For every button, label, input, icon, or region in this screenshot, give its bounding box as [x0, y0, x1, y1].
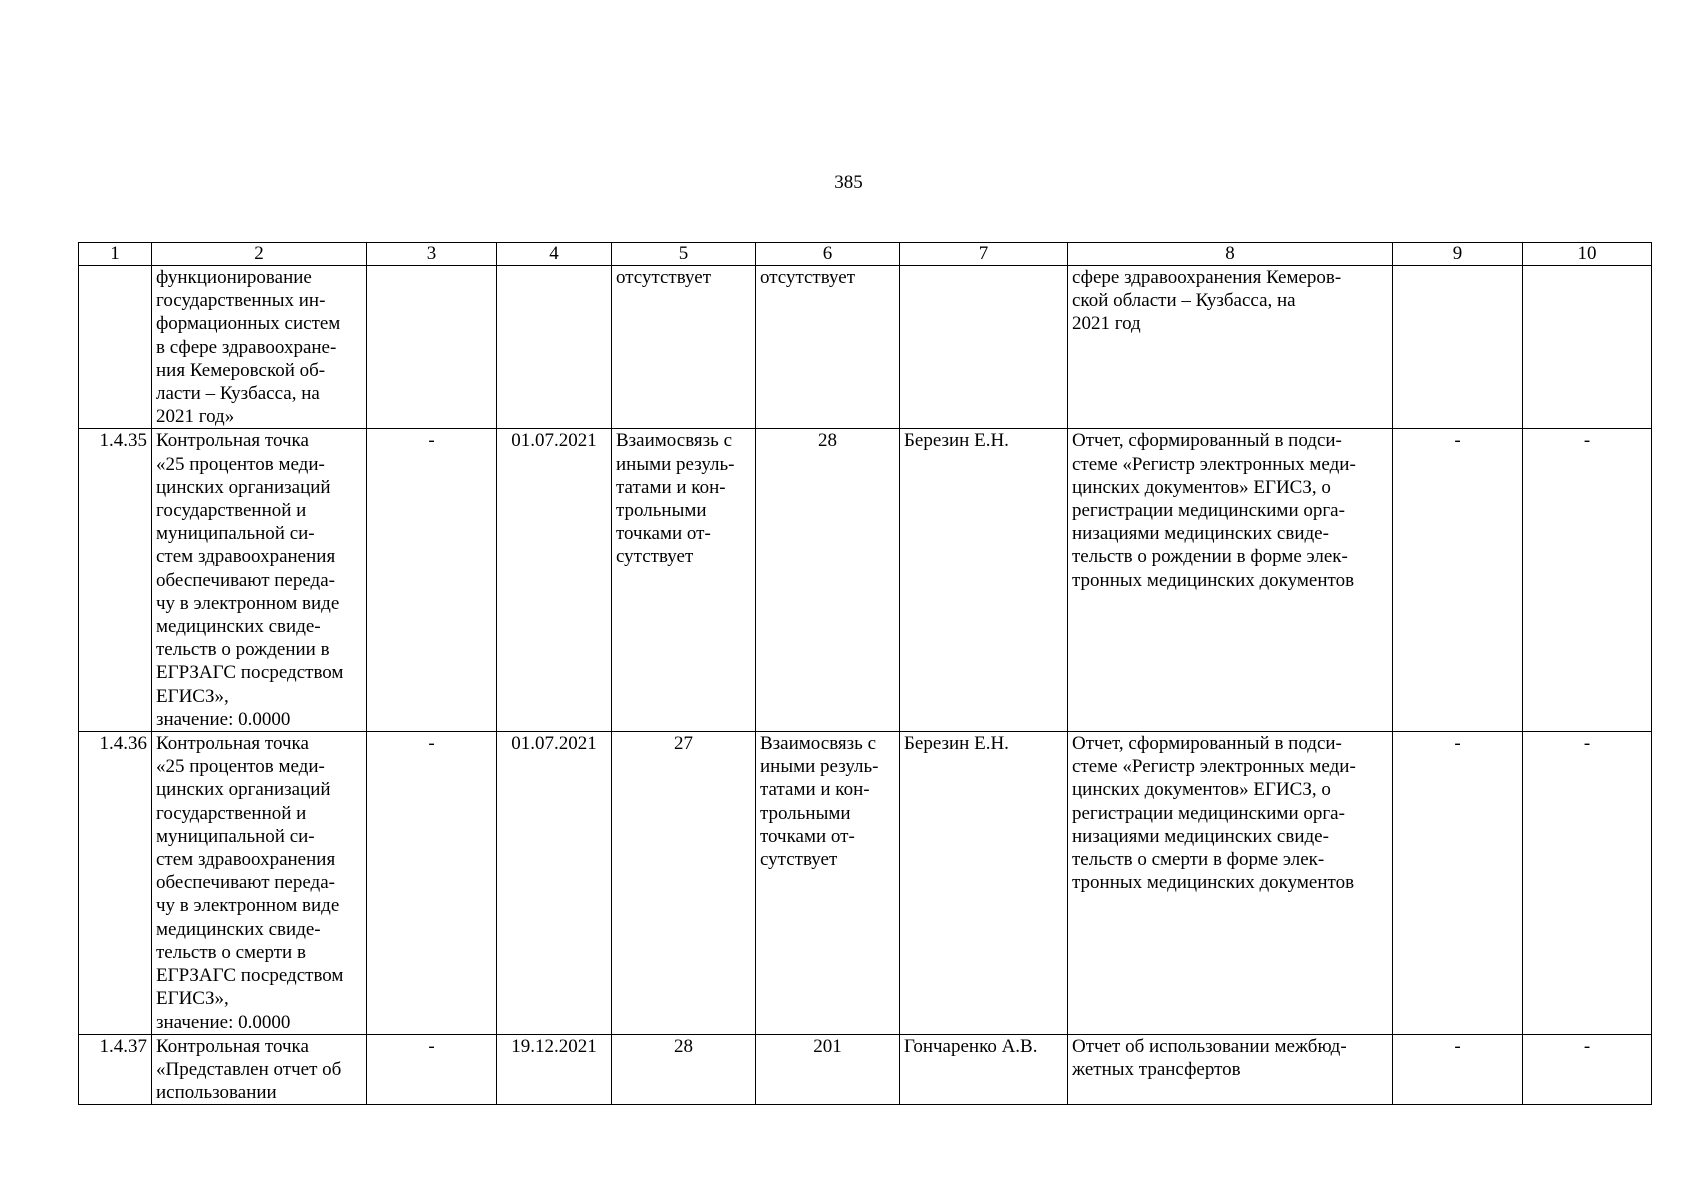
cell-col-9: [1393, 266, 1523, 429]
cell-col-9: -: [1393, 732, 1523, 1035]
header-col-5: 5: [612, 243, 756, 266]
cell-document: Отчет, сформированный в подси- стеме «Регистр электронных меди- цинских документов» ЕГИСЗ, о регистрации медицинскими орга- низациями медицинских свиде- тельств о рождении в форме элек- тронных медицинских документов: [1068, 429, 1393, 732]
cell-responsible: Березин Е.Н.: [900, 732, 1068, 1035]
cell-date: 01.07.2021: [497, 429, 612, 732]
header-col-1: 1: [79, 243, 152, 266]
cell-date: [497, 266, 612, 429]
cell-item-number: 1.4.37: [79, 1034, 152, 1105]
cell-description: Контрольная точка «Представлен отчет об использовании: [152, 1034, 367, 1105]
header-col-10: 10: [1523, 243, 1652, 266]
cell-col-5: 27: [612, 732, 756, 1035]
header-col-3: 3: [367, 243, 497, 266]
cell-col-5: 28: [612, 1034, 756, 1105]
header-col-9: 9: [1393, 243, 1523, 266]
table-row: [79, 1034, 1652, 1105]
page-number: 385: [834, 172, 863, 193]
cell-col-9: -: [1393, 429, 1523, 732]
table-row: [79, 732, 1652, 1035]
cell-document: Отчет, сформированный в подси- стеме «Регистр электронных меди- цинских документов» ЕГИСЗ, о регистрации медицинскими орга- низациями медицинских свиде- тельств о смерти в форме элек- тронных медицинских документов: [1068, 732, 1393, 1035]
cell-col-5: Взаимосвязь с иными резуль- татами и кон- трольными точками от- сутствует: [612, 429, 756, 732]
cell-description: функционирование государственных ин- формационных систем в сфере здравоохране- ния Кемеровской об- ласти – Кузбасса, на 2021 год»: [152, 266, 367, 429]
cell-col-3: -: [367, 1034, 497, 1105]
cell-col-10: -: [1523, 1034, 1652, 1105]
cell-item-number: 1.4.36: [79, 732, 152, 1035]
cell-col-10: [1523, 266, 1652, 429]
cell-col-6: 28: [756, 429, 900, 732]
cell-col-5: отсутствует: [612, 266, 756, 429]
cell-col-9: -: [1393, 1034, 1523, 1105]
cell-description: Контрольная точка «25 процентов меди- цинских организаций государственной и муниципальной си- стем здравоохранения обеспечивают переда- чу в электронном виде медицинских свиде- тельств о смерти в ЕГРЗАГС посредством ЕГИСЗ», значение: 0.0000: [152, 732, 367, 1035]
cell-col-3: [367, 266, 497, 429]
header-col-6: 6: [756, 243, 900, 266]
cell-item-number: 1.4.35: [79, 429, 152, 732]
cell-responsible: Березин Е.Н.: [900, 429, 1068, 732]
cell-col-10: -: [1523, 732, 1652, 1035]
header-col-7: 7: [900, 243, 1068, 266]
document-table: [78, 242, 1652, 1105]
cell-description: Контрольная точка «25 процентов меди- цинских организаций государственной и муниципальной си- стем здравоохранения обеспечивают переда- чу в электронном виде медицинских свиде- тельств о рождении в ЕГРЗАГС посредством ЕГИСЗ», значение: 0.0000: [152, 429, 367, 732]
cell-date: 19.12.2021: [497, 1034, 612, 1105]
cell-item-number: [79, 266, 152, 429]
table-row: [79, 429, 1652, 732]
cell-col-6: 201: [756, 1034, 900, 1105]
cell-responsible: Гончаренко А.В.: [900, 1034, 1068, 1105]
cell-date: 01.07.2021: [497, 732, 612, 1035]
cell-document: Отчет об использовании межбюд- жетных трансфертов: [1068, 1034, 1393, 1105]
cell-col-3: -: [367, 429, 497, 732]
header-col-8: 8: [1068, 243, 1393, 266]
cell-col-6: Взаимосвязь с иными резуль- татами и кон- трольными точками от- сутствует: [756, 732, 900, 1035]
cell-col-6: отсутствует: [756, 266, 900, 429]
cell-col-10: -: [1523, 429, 1652, 732]
header-col-2: 2: [152, 243, 367, 266]
table-header-row: [79, 243, 1652, 266]
table-row: [79, 266, 1652, 429]
cell-responsible: [900, 266, 1068, 429]
header-col-4: 4: [497, 243, 612, 266]
cell-col-3: -: [367, 732, 497, 1035]
cell-document: сфере здравоохранения Кемеров- ской области – Кузбасса, на 2021 год: [1068, 266, 1393, 429]
